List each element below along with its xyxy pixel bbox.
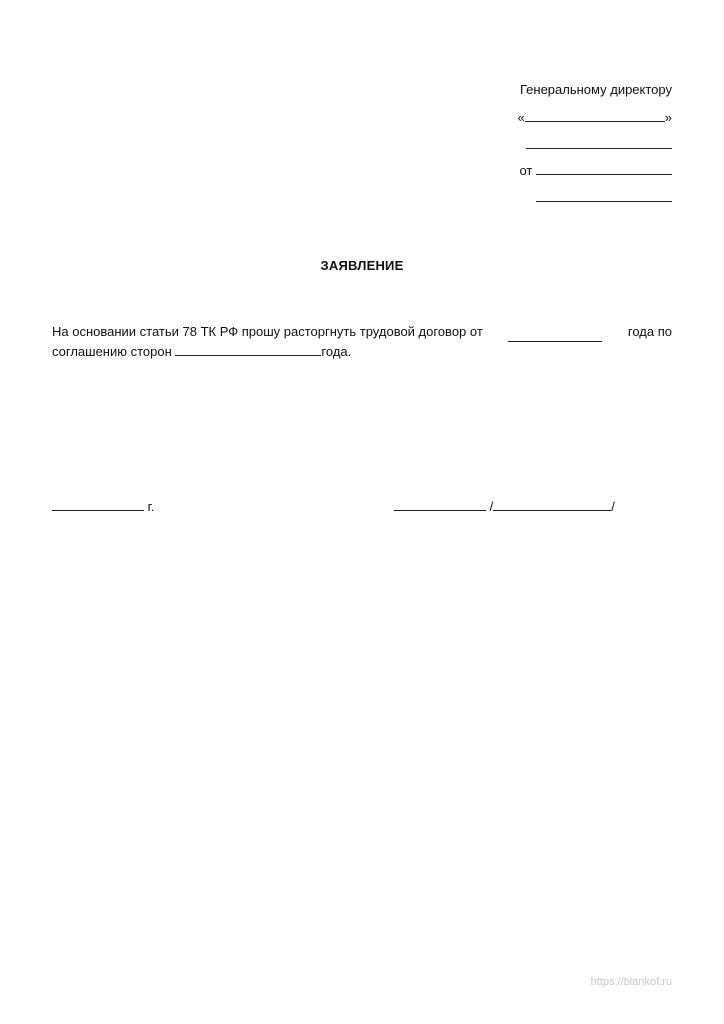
signature-row [52, 498, 672, 518]
company-name-blank[interactable] [525, 109, 665, 122]
quote-close: » [664, 110, 672, 125]
application-date-block [52, 498, 154, 514]
slash-left: / [489, 499, 494, 514]
quote-open: « [517, 110, 525, 125]
body-text-part4: года. [321, 344, 352, 359]
body-paragraph [52, 322, 672, 362]
from-label: от [519, 163, 533, 178]
director-name-blank[interactable] [526, 136, 672, 149]
watermark-url: https://blankof.ru [590, 976, 672, 988]
application-date-blank[interactable] [52, 498, 144, 511]
slash-right: / [611, 499, 615, 514]
signature-blank[interactable] [394, 498, 486, 511]
applicant-name-blank[interactable] [536, 189, 672, 202]
body-text-part2: года по [627, 324, 672, 339]
addressee-block [432, 67, 672, 201]
body-line-2 [52, 342, 672, 362]
body-text-part1: На основании статьи 78 ТК РФ прошу расторгнуть трудовой договор от [52, 324, 483, 339]
signature-block [394, 498, 615, 514]
contract-date-blank[interactable] [508, 329, 602, 342]
body-text-part3: соглашению сторон [52, 344, 172, 359]
signature-decoding-blank[interactable] [493, 498, 611, 511]
body-line-1 [52, 322, 672, 342]
year-suffix: г. [147, 499, 155, 514]
applicant-position-blank[interactable] [536, 162, 672, 175]
addressee-title-line [432, 67, 672, 97]
termination-date-blank[interactable] [175, 343, 321, 356]
addressee-title: Генеральному директору [520, 82, 672, 97]
document-title: ЗАЯВЛЕНИЕ [320, 258, 404, 273]
